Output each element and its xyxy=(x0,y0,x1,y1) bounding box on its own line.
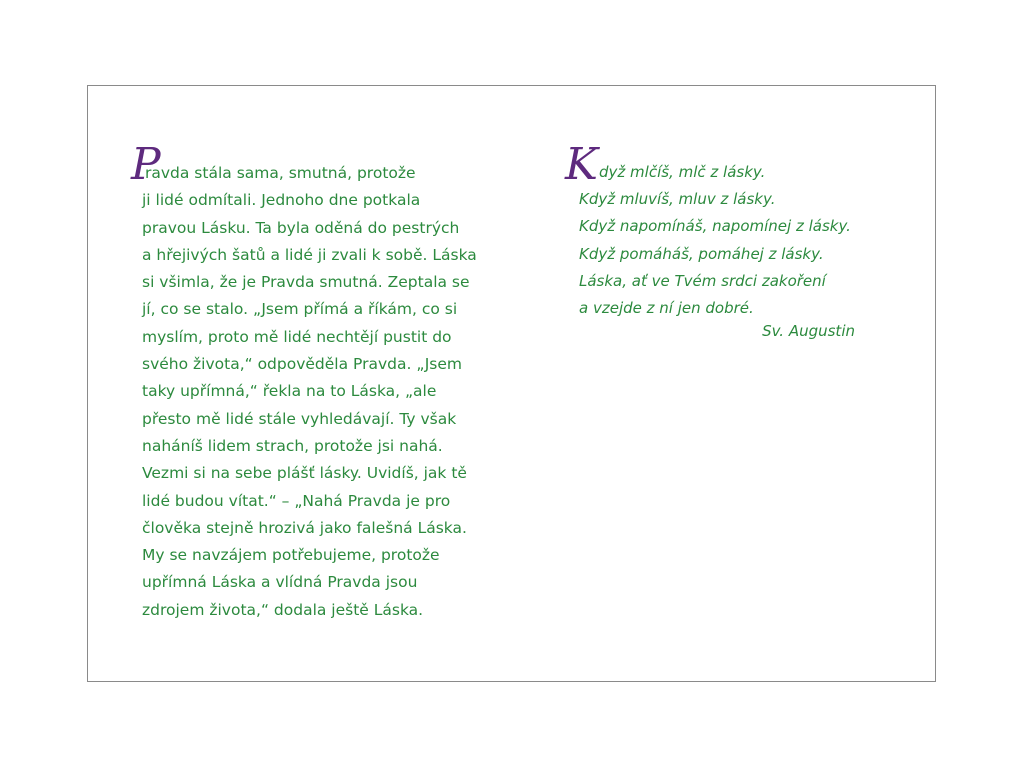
poem-line: Láska, ať ve Tvém srdci zakoření xyxy=(579,271,826,290)
poem-author: Sv. Augustin xyxy=(762,322,855,341)
story-line: člověka stejně hrozivá jako falešná Láska. xyxy=(142,518,467,537)
story-text xyxy=(142,160,487,624)
story-line: ravda stála sama, smutná, protože xyxy=(145,164,416,182)
story-line: přesto mě lidé stále vyhledávají. Ty však xyxy=(142,409,457,428)
story-drop-cap: P xyxy=(131,139,161,190)
story-line: taky upřímná,“ řekla na to Láska, „ale xyxy=(142,382,437,401)
poem-drop-cap: K xyxy=(565,139,598,190)
poem-line: a vzejde z ní jen dobré. xyxy=(579,298,754,317)
poem-line: Když pomáháš, pomáhej z lásky. xyxy=(579,244,824,263)
story-line: si všimla, že je Pravda smutná. Zeptala se xyxy=(142,273,470,292)
story-line: lidé budou vítat.“ – „Nahá Pravda je pro xyxy=(142,491,451,510)
story-line: naháníš lidem strach, protože jsi nahá. xyxy=(142,436,443,455)
story-line: a hřejivých šatů a lidé ji zvali k sobě. Láska xyxy=(142,245,477,264)
poem-line: dyž mlčíš, mlč z lásky. xyxy=(599,163,766,181)
story-line: ji lidé odmítali. Jednoho dne potkala xyxy=(142,191,421,210)
poem-line: Když napomínáš, napomínej z lásky. xyxy=(579,217,851,236)
story-line: Vezmi si na sebe plášť lásky. Uvidíš, jak tě xyxy=(142,464,467,483)
poem-line: Když mluvíš, mluv z lásky. xyxy=(579,190,776,209)
story-line: zdrojem života,“ dodala ještě Láska. xyxy=(142,600,424,619)
story-line: My se navzájem potřebujeme, protože xyxy=(142,546,440,565)
story-line: pravou Lásku. Ta byla oděná do pestrých xyxy=(142,218,460,237)
poem-text xyxy=(579,159,879,345)
story-line: myslím, proto mě lidé nechtějí pustit do xyxy=(142,327,452,346)
story-line: svého života,“ odpověděla Pravda. „Jsem xyxy=(142,355,463,374)
story-line: jí, co se stalo. „Jsem přímá a říkám, co si xyxy=(142,300,458,319)
story-line: upřímná Láska a vlídná Pravda jsou xyxy=(142,573,418,592)
